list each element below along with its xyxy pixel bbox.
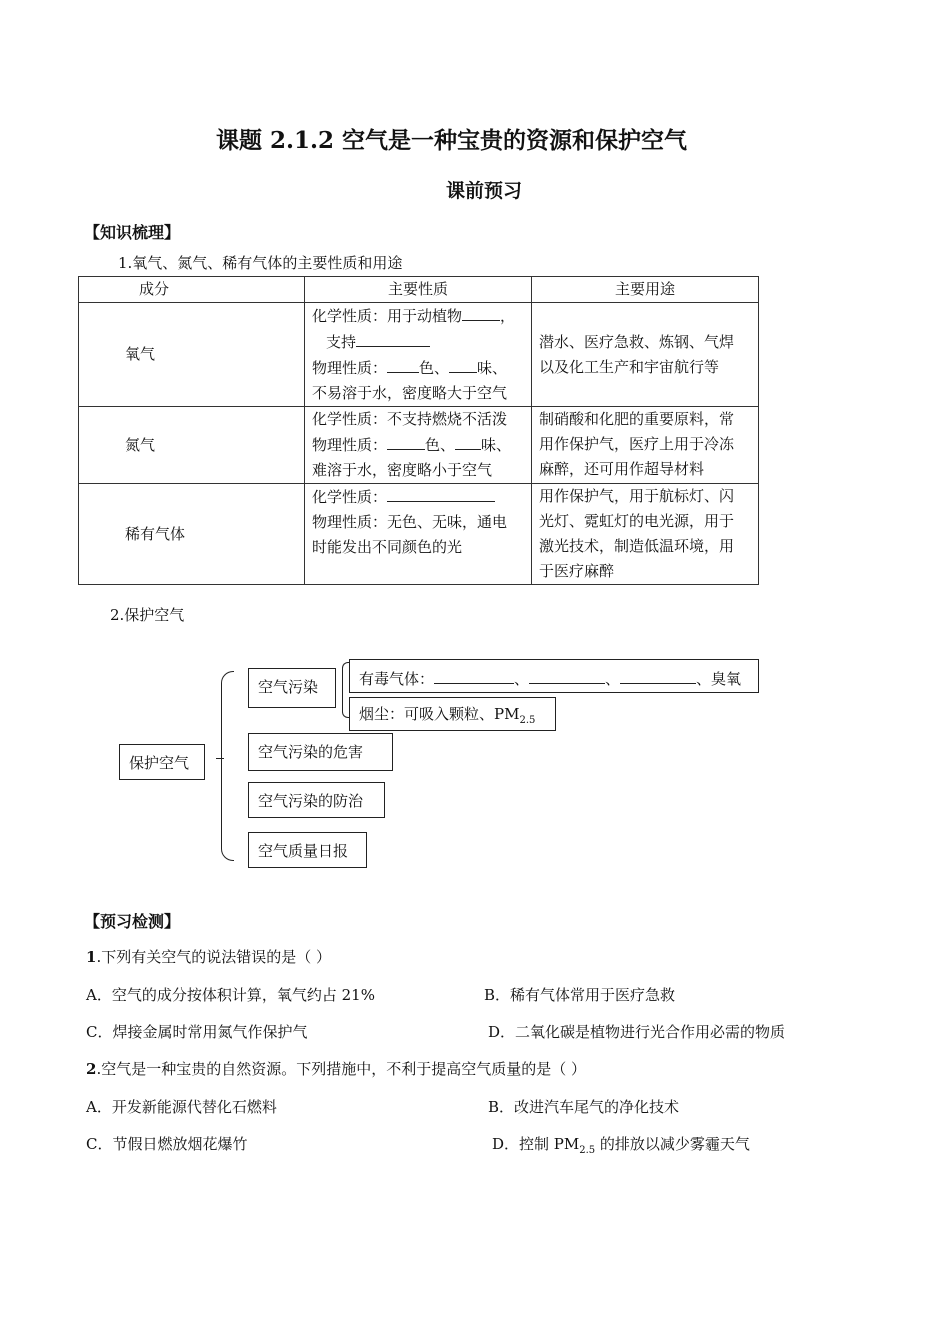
component-nitrogen: 氮气 <box>79 407 305 484</box>
use-text: 潜水、医疗急救、炼钢、气焊 <box>539 332 735 351</box>
prop-text: 物理性质： <box>312 359 388 377</box>
pollution-prevention-box: 空气污染的防治 <box>248 782 385 818</box>
prop-text: 难溶于水，密度略小于空气 <box>312 461 493 479</box>
q1-option-b: B．稀有气体常用于医疗急救 <box>484 986 676 1004</box>
component-noble-gas: 稀有气体 <box>79 484 305 585</box>
nitrogen-properties <box>305 407 532 484</box>
separator: 、 <box>514 670 530 688</box>
table-header-row <box>79 277 759 303</box>
item2-heading: 2.保护空气 <box>110 606 185 624</box>
nitrogen-uses <box>532 407 759 484</box>
prop-text: 物理性质： <box>312 436 388 454</box>
use-text: 用作保护气，用于航标灯、闪 <box>539 487 735 505</box>
separator: 、 <box>605 670 621 688</box>
pm-subscript: 2.5 <box>519 715 536 726</box>
noble-gas-properties <box>305 484 532 585</box>
prop-text: 化学性质：不支持燃烧不活泼 <box>312 410 508 428</box>
q2-option-b: B．改进汽车尾气的净化技术 <box>488 1098 680 1116</box>
noble-gas-uses <box>532 484 759 585</box>
toxic-gas-box <box>349 659 759 693</box>
fill-blank <box>462 303 500 321</box>
header-uses: 主要用途 <box>532 277 759 303</box>
use-text: 光灯、霓虹灯的电光源，用于 <box>539 512 735 530</box>
brace-tip <box>216 758 224 759</box>
q1-option-d: D．二氧化碳是植物进行光合作用必需的物质 <box>488 1023 786 1041</box>
fill-blank <box>620 666 696 684</box>
prop-text: 化学性质： <box>312 488 388 506</box>
prop-text: 化学性质：用于动植物 <box>312 307 463 325</box>
item1-heading: 1.氧气、氮气、稀有气体的主要性质和用途 <box>118 254 403 272</box>
header-component: 成分 <box>79 277 305 303</box>
q2-option-a: A．开发新能源代替化石燃料 <box>86 1098 277 1116</box>
prop-text: 支持 <box>326 333 357 351</box>
fill-blank <box>387 355 419 373</box>
use-text: 麻醉，还可用作超导材料 <box>539 460 705 478</box>
toxic-gas-end: 、臭氧 <box>696 670 742 688</box>
fill-blank <box>356 329 430 347</box>
table-row <box>79 303 759 407</box>
dust-box <box>349 697 556 731</box>
table-row <box>79 484 759 585</box>
gas-properties-table <box>78 276 759 585</box>
toxic-gas-label: 有毒气体： <box>359 670 435 688</box>
air-pollution-box: 空气污染 <box>248 668 336 708</box>
prop-text: 味、 <box>481 436 512 454</box>
fill-blank <box>387 432 425 450</box>
question-number: 1 <box>86 948 97 966</box>
question-number: 2 <box>86 1060 97 1078</box>
use-text: 以及化工生产和宇宙航行等 <box>539 357 720 376</box>
fill-blank <box>455 432 481 450</box>
q1-option-c: C．焊接金属时常用氮气作保护气 <box>86 1023 308 1041</box>
main-brace <box>221 671 234 861</box>
q2-option-d <box>492 1132 750 1163</box>
fill-blank <box>449 355 477 373</box>
dust-label: 烟尘：可吸入颗粒、PM <box>359 705 520 723</box>
page-title: 课题 2.1.2 空气是一种宝贵的资源和保护空气 <box>216 127 688 154</box>
air-quality-report-box: 空气质量日报 <box>248 832 367 868</box>
use-text: 用作保护气，医疗上用于冷冻 <box>539 435 735 453</box>
page-subtitle: 课前预习 <box>446 180 523 202</box>
section-check-heading: 【预习检测】 <box>84 912 181 931</box>
fill-blank <box>387 484 495 502</box>
root-protect-air-box: 保护空气 <box>119 744 205 780</box>
pm-subscript: 2.5 <box>579 1145 596 1156</box>
q1-option-a: A．空气的成分按体积计算，氧气约占 21% <box>86 986 375 1004</box>
component-oxygen: 氧气 <box>79 303 305 407</box>
prop-text: 物理性质：无色、无味，通电 <box>312 513 508 531</box>
use-text: 制硝酸和化肥的重要原料，常 <box>539 410 735 428</box>
section-review-heading: 【知识梳理】 <box>84 223 181 242</box>
use-text: 于医疗麻醉 <box>539 562 615 580</box>
fill-blank <box>434 666 514 684</box>
question-text: .空气是一种宝贵的自然资源。下列措施中，不利于提高空气质量的是（ ） <box>96 1060 586 1078</box>
pollution-harm-box: 空气污染的危害 <box>248 733 393 771</box>
prop-text: 色、 <box>419 359 450 377</box>
fill-blank <box>529 666 605 684</box>
header-properties: 主要性质 <box>305 277 532 303</box>
option-text: 的排放以减少雾霾天气 <box>595 1135 750 1153</box>
question-1-stem <box>86 945 331 970</box>
q2-option-c: C．节假日燃放烟花爆竹 <box>86 1135 248 1153</box>
option-text: D．控制 PM <box>492 1135 580 1153</box>
prop-text: 色、 <box>425 436 456 454</box>
question-2-stem <box>86 1057 586 1082</box>
oxygen-properties <box>305 303 532 407</box>
table-row <box>79 407 759 484</box>
prop-text: ， <box>500 307 516 325</box>
oxygen-uses <box>532 303 759 407</box>
prop-text: 时能发出不同颜色的光 <box>312 538 463 556</box>
use-text: 激光技术，制造低温环境，用 <box>539 537 735 555</box>
prop-text: 味、 <box>477 359 508 377</box>
question-text: .下列有关空气的说法错误的是（ ） <box>96 948 331 966</box>
prop-text: 不易溶于水，密度略大于空气 <box>312 384 508 402</box>
